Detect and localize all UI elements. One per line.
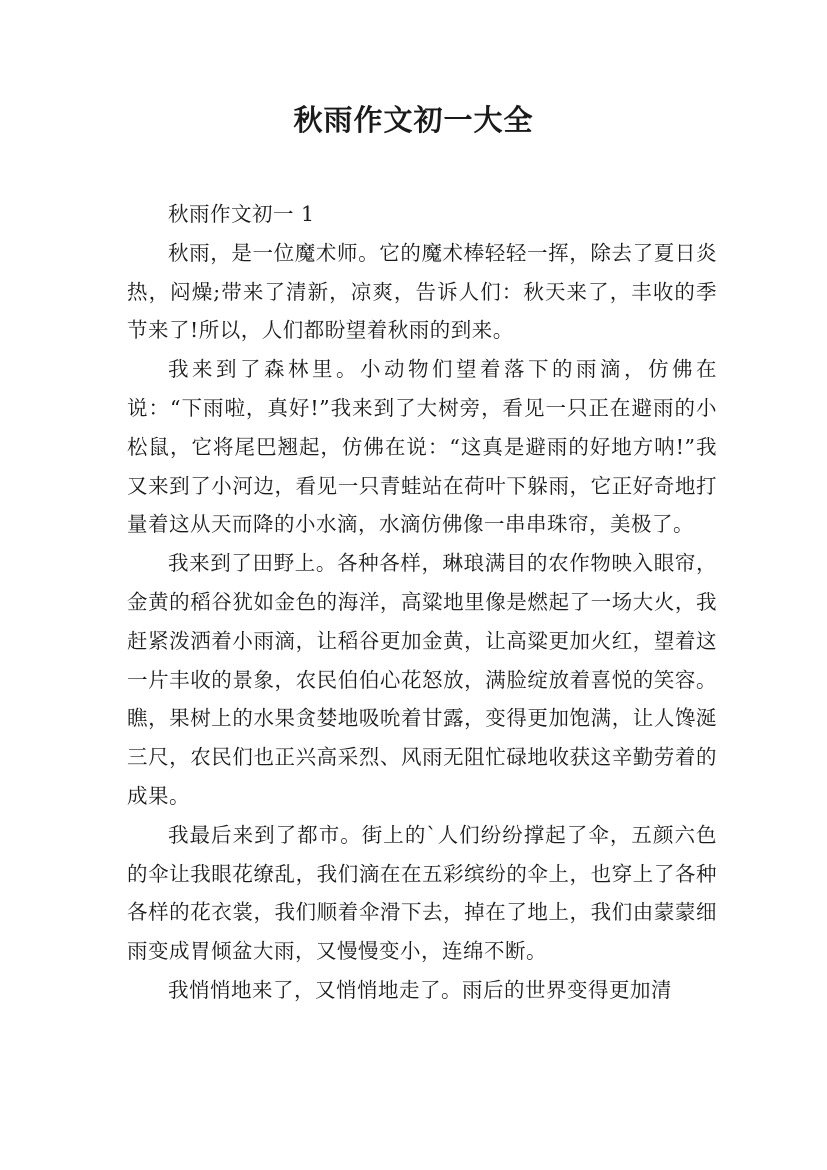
paragraph-4: 我最后来到了都市。街上的`人们纷纷撑起了伞，五颜六色的伞让我眼花缭乱，我们滴在在五彩缤纷的伞上，也穿上了各种各样的花衣裳，我们顺着伞滑下去，掉在了地上，我们由蒙蒙细雨变成胃倾盆大雨，又慢慢变小，连绵不断。 — [127, 822, 717, 964]
paragraph-5: 我悄悄地来了，又悄悄地走了。雨后的世界变得更加清 — [168, 977, 672, 1002]
document-body — [127, 195, 717, 1010]
paragraph-1: 秋雨，是一位魔术师。它的魔术棒轻轻一挥，除去了夏日炎热，闷燥;带来了清新，凉爽，告诉人们：秋天来了，丰收的季节来了!所以，人们都盼望着秋雨的到来。 — [127, 240, 717, 343]
document-title: 秋雨作文初一大全 — [293, 103, 534, 137]
paragraph-3: 我来到了田野上。各种各样，琳琅满目的农作物映入眼帘，金黄的稻谷犹如金色的海洋，高粱地里像是燃起了一场大火，我赶紧泼洒着小雨滴，让稻谷更加金黄，让高粱更加火红，望着这一片丰收的景象，农民伯伯心花怒放，满脸绽放着喜悦的笑容。瞧，果树上的水果贪婪地吸吮着甘露，变得更加饱满，让人馋涎三尺，农民们也正兴高采烈、风雨无阻忙碌地收获这辛勤劳着的成果。 — [127, 551, 717, 808]
section-heading: 秋雨作文初一 1 — [168, 202, 315, 226]
paragraph-2: 我来到了森林里。小动物们望着落下的雨滴，仿佛在说：“下雨啦，真好!”我来到了大树旁，看见一只正在避雨的小松鼠，它将尾巴翘起，仿佛在说：“这真是避雨的好地方呐!”我又来到了小河边，看见一只青蛙站在荷叶下躲雨，它正好奇地打量着这从天而降的小水滴，水滴仿佛像一串串珠帘，美极了。 — [127, 357, 717, 537]
